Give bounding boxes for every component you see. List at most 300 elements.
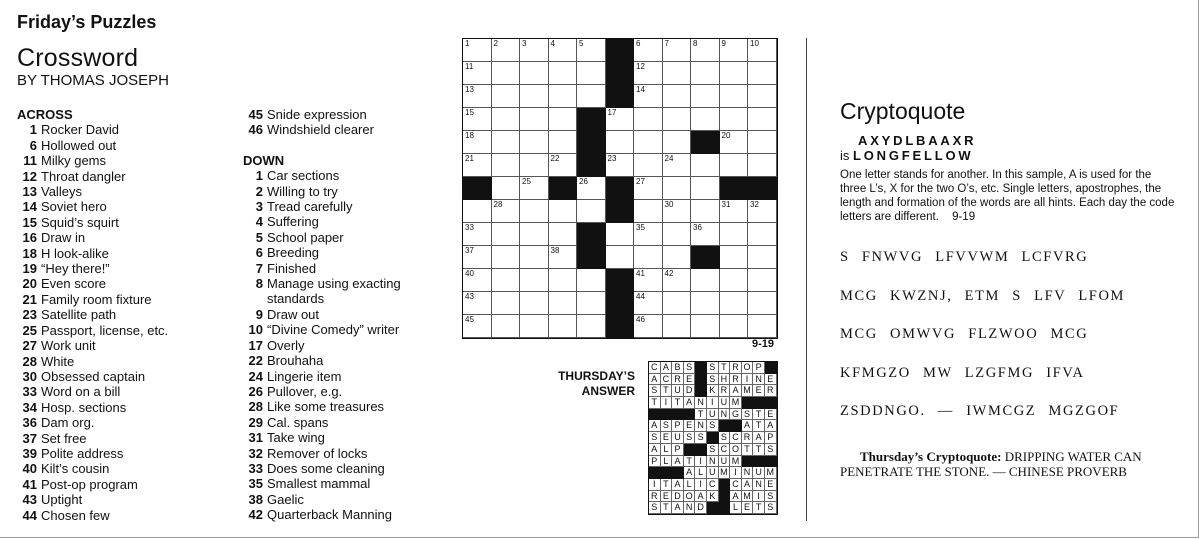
grid-cell[interactable] [606, 154, 635, 177]
clue-number: 6 [29, 137, 37, 153]
grid-cell[interactable] [577, 62, 606, 85]
answer-cell: C [730, 432, 742, 444]
down-clue [243, 476, 453, 491]
grid-cell[interactable] [691, 85, 720, 108]
grid-cell-number: 31 [721, 200, 731, 209]
answer-cell: M [730, 397, 742, 409]
grid-cell[interactable] [663, 177, 692, 200]
clue-text: Quarterback Manning [267, 507, 393, 523]
grid-cell-number: 46 [636, 315, 645, 324]
grid-cell[interactable] [463, 62, 492, 85]
grid-cell[interactable] [549, 269, 578, 292]
grid-cell[interactable] [549, 85, 578, 108]
grid-cell[interactable] [520, 154, 549, 177]
grid-cell[interactable] [549, 154, 578, 177]
answer-cell: G [730, 409, 742, 421]
grid-cell[interactable] [663, 85, 692, 108]
grid-cell-number: 8 [693, 39, 698, 48]
previous-answer-label-line1: THURSDAY’S [558, 369, 635, 383]
grid-cell[interactable] [663, 131, 692, 154]
grid-cell[interactable] [549, 246, 578, 269]
grid-cell[interactable] [748, 269, 777, 292]
grid-cell[interactable] [663, 108, 692, 131]
answer-cell: T [661, 385, 673, 397]
down-clue [243, 353, 453, 368]
across-clue [17, 261, 168, 276]
cryptoquote-sample-answer: LONGFELLOW [853, 148, 974, 163]
answer-cell: A [765, 420, 777, 432]
answer-block [695, 385, 707, 397]
answer-block [765, 456, 777, 468]
answer-cell: M [742, 385, 754, 397]
across-clue [243, 107, 453, 122]
grid-cell[interactable] [463, 200, 492, 223]
grid-cell[interactable] [663, 62, 692, 85]
grid-cell[interactable] [720, 246, 749, 269]
clue-text: Manage using exacting [267, 276, 401, 292]
crossword-grid[interactable] [462, 38, 778, 339]
answer-cell: I [753, 491, 765, 503]
grid-block [606, 39, 635, 62]
grid-cell[interactable] [520, 315, 549, 338]
across-clue [17, 338, 168, 353]
answer-cell: S [649, 502, 661, 514]
grid-cell[interactable] [520, 131, 549, 154]
grid-cell[interactable] [634, 269, 663, 292]
grid-cell[interactable] [520, 292, 549, 315]
across-clue [17, 122, 168, 137]
clue-text: Passport, license, etc. [41, 322, 169, 338]
grid-cell[interactable] [463, 292, 492, 315]
clue-number: 1 [29, 122, 37, 138]
answer-cell: T [753, 420, 765, 432]
answer-cell: M [742, 491, 754, 503]
grid-cell[interactable] [463, 39, 492, 62]
answer-cell: A [742, 420, 754, 432]
answer-cell: I [695, 456, 707, 468]
down-clue [243, 307, 453, 322]
clue-text: Snide expression [267, 107, 367, 122]
grid-cell[interactable] [549, 62, 578, 85]
grid-block [577, 108, 606, 131]
grid-cell[interactable] [549, 200, 578, 223]
page-title: Friday’s Puzzles [17, 12, 157, 32]
answer-cell: U [719, 397, 731, 409]
clue-number: 28 [22, 353, 37, 369]
clue-number: 40 [22, 461, 37, 477]
grid-cell[interactable] [520, 177, 549, 200]
grid-cell[interactable] [463, 85, 492, 108]
answer-block [765, 362, 777, 374]
answer-block [753, 456, 765, 468]
grid-cell[interactable] [520, 108, 549, 131]
answer-block [661, 467, 673, 479]
grid-cell[interactable] [634, 62, 663, 85]
answer-cell: L [684, 479, 696, 491]
grid-cell[interactable] [463, 154, 492, 177]
grid-cell-number: 38 [550, 246, 560, 255]
grid-cell-number: 18 [465, 131, 474, 140]
clue-text: Hollowed out [41, 137, 117, 153]
grid-cell-number: 42 [664, 269, 674, 278]
grid-cell[interactable] [634, 131, 663, 154]
grid-cell-number: 13 [465, 85, 474, 94]
grid-cell[interactable] [577, 200, 606, 223]
clue-number: 10 [248, 322, 263, 338]
grid-cell-number: 36 [693, 223, 702, 232]
grid-cell[interactable] [663, 269, 692, 292]
grid-cell[interactable] [663, 292, 692, 315]
grid-cell[interactable] [492, 246, 521, 269]
answer-cell: N [684, 502, 696, 514]
cryptoquote-line-5: ZSDDNGO. — IWMCGZ MGZGOF [840, 403, 1120, 419]
answer-cell: S [695, 432, 707, 444]
clue-text: H look-alike [41, 245, 109, 261]
clue-text: Even score [41, 276, 107, 292]
grid-block [720, 177, 749, 200]
clue-text: Overly [267, 337, 305, 353]
down-clue [243, 369, 453, 384]
grid-cell[interactable] [463, 246, 492, 269]
grid-cell[interactable] [691, 108, 720, 131]
clue-number: 32 [248, 445, 263, 461]
down-clue [243, 214, 453, 229]
answer-cell: T [661, 479, 673, 491]
answer-block [742, 456, 754, 468]
grid-cell[interactable] [748, 39, 777, 62]
clue-number: 12 [22, 168, 37, 184]
grid-cell[interactable] [720, 131, 749, 154]
answer-cell: E [753, 385, 765, 397]
clue-text: Suffering [267, 214, 319, 230]
grid-cell[interactable] [492, 62, 521, 85]
grid-cell[interactable] [720, 269, 749, 292]
clue-number: 29 [248, 414, 263, 430]
answer-cell: P [672, 420, 684, 432]
grid-cell[interactable] [520, 200, 549, 223]
down-clue [243, 415, 453, 430]
grid-cell[interactable] [634, 177, 663, 200]
grid-block [463, 177, 492, 200]
answer-block [672, 467, 684, 479]
grid-cell[interactable] [691, 269, 720, 292]
across-clue [17, 384, 168, 399]
grid-cell[interactable] [634, 223, 663, 246]
clue-text: Tread carefully [267, 199, 353, 215]
answer-cell: T [753, 444, 765, 456]
grid-cell[interactable] [663, 246, 692, 269]
clue-number: 24 [248, 368, 263, 384]
grid-cell[interactable] [492, 200, 521, 223]
grid-cell[interactable] [606, 131, 635, 154]
down-clue [243, 492, 453, 507]
grid-cell[interactable] [634, 154, 663, 177]
answer-cell: I [649, 479, 661, 491]
answer-block [753, 397, 765, 409]
clue-number: 46 [248, 122, 263, 138]
grid-cell[interactable] [463, 108, 492, 131]
clue-text: Windshield clearer [267, 122, 374, 138]
grid-block [606, 315, 635, 338]
grid-cell[interactable] [549, 292, 578, 315]
grid-cell[interactable] [577, 85, 606, 108]
down-clue [243, 261, 453, 276]
grid-cell[interactable] [748, 85, 777, 108]
grid-cell[interactable] [492, 108, 521, 131]
clue-text: Milky gems [41, 153, 107, 169]
grid-cell[interactable] [691, 292, 720, 315]
answer-cell: R [730, 374, 742, 386]
clue-number: 44 [22, 507, 37, 523]
grid-cell[interactable] [663, 200, 692, 223]
grid-cell-number: 26 [579, 177, 588, 186]
answer-cell: A [742, 479, 754, 491]
clue-text: Obsessed captain [41, 368, 146, 384]
grid-cell[interactable] [720, 108, 749, 131]
answer-cell: S [765, 502, 777, 514]
answer-cell: T [753, 409, 765, 421]
previous-cryptoquote-label: Thursday’s Cryptoquote: [860, 449, 1002, 464]
grid-cell[interactable] [691, 200, 720, 223]
clue-text: Rocker David [41, 122, 120, 138]
clue-text: Squid’s squirt [41, 214, 119, 230]
grid-cell[interactable] [549, 39, 578, 62]
grid-cell[interactable] [691, 154, 720, 177]
across-clue [17, 169, 168, 184]
grid-cell[interactable] [720, 292, 749, 315]
clue-number: 42 [248, 507, 263, 523]
grid-cell[interactable] [691, 177, 720, 200]
grid-cell[interactable] [492, 39, 521, 62]
grid-cell[interactable] [748, 200, 777, 223]
clue-number: 23 [22, 307, 37, 323]
grid-cell[interactable] [520, 85, 549, 108]
answer-cell: T [695, 409, 707, 421]
across-clue [17, 199, 168, 214]
grid-cell-number: 17 [607, 108, 617, 117]
grid-cell-number: 27 [636, 177, 645, 186]
grid-cell[interactable] [492, 292, 521, 315]
grid-cell[interactable] [577, 269, 606, 292]
grid-cell[interactable] [463, 269, 492, 292]
answer-block [730, 420, 742, 432]
answer-block [719, 491, 731, 503]
grid-cell[interactable] [492, 85, 521, 108]
grid-cell[interactable] [720, 62, 749, 85]
grid-cell[interactable] [577, 177, 606, 200]
grid-cell[interactable] [520, 246, 549, 269]
answer-block [719, 420, 731, 432]
answer-cell: D [695, 502, 707, 514]
grid-cell[interactable] [634, 108, 663, 131]
grid-cell[interactable] [463, 223, 492, 246]
clue-number: 37 [22, 430, 37, 446]
clue-number: 25 [22, 322, 37, 338]
down-clues-column [243, 107, 453, 523]
grid-cell[interactable] [492, 131, 521, 154]
grid-cell[interactable] [492, 177, 521, 200]
grid-cell[interactable] [748, 315, 777, 338]
grid-cell[interactable] [748, 246, 777, 269]
answer-cell: P [649, 456, 661, 468]
answer-block [661, 409, 673, 421]
answer-cell: L [661, 456, 673, 468]
answer-cell: S [765, 491, 777, 503]
answer-cell: A [695, 491, 707, 503]
grid-cell[interactable] [720, 39, 749, 62]
answer-block [695, 444, 707, 456]
answer-cell: D [684, 385, 696, 397]
grid-cell-number: 28 [493, 200, 503, 209]
grid-cell[interactable] [663, 315, 692, 338]
grid-cell[interactable] [634, 246, 663, 269]
grid-cell[interactable] [492, 223, 521, 246]
grid-cell[interactable] [492, 154, 521, 177]
answer-cell: A [684, 397, 696, 409]
clue-number: 11 [23, 153, 37, 169]
clue-text: Draw in [41, 230, 86, 246]
answer-cell: P [765, 432, 777, 444]
grid-block [606, 292, 635, 315]
grid-cell[interactable] [606, 246, 635, 269]
grid-cell[interactable] [520, 269, 549, 292]
answer-block [684, 444, 696, 456]
across-clue [17, 230, 168, 245]
answer-cell: C [730, 479, 742, 491]
grid-cell[interactable] [606, 223, 635, 246]
grid-cell[interactable] [748, 223, 777, 246]
grid-cell[interactable] [520, 223, 549, 246]
clue-number: 41 [22, 476, 37, 492]
clue-number: 13 [22, 184, 37, 200]
grid-cell[interactable] [748, 154, 777, 177]
grid-cell[interactable] [492, 269, 521, 292]
grid-cell[interactable] [520, 62, 549, 85]
across-clue [17, 153, 168, 168]
clue-number: 34 [22, 399, 37, 415]
clue-number: 45 [248, 107, 263, 122]
clue-text: Draw out [267, 306, 320, 322]
grid-cell[interactable] [663, 39, 692, 62]
previous-cryptoquote [840, 449, 1185, 479]
grid-cell-number: 14 [636, 85, 645, 94]
grid-cell[interactable] [634, 85, 663, 108]
down-clue [243, 276, 453, 307]
grid-cell[interactable] [520, 39, 549, 62]
grid-cell[interactable] [720, 223, 749, 246]
grid-cell[interactable] [549, 315, 578, 338]
grid-cell[interactable] [691, 62, 720, 85]
grid-cell[interactable] [720, 85, 749, 108]
answer-cell: I [742, 374, 754, 386]
answer-cell: R [719, 385, 731, 397]
clue-text: Chosen few [41, 507, 110, 523]
grid-cell[interactable] [606, 108, 635, 131]
clue-text: Remover of locks [267, 445, 368, 461]
across-clue [17, 276, 168, 291]
clue-number: 17 [248, 337, 263, 353]
answer-block [649, 409, 661, 421]
grid-cell[interactable] [577, 292, 606, 315]
clue-number: 33 [248, 460, 263, 476]
grid-cell[interactable] [691, 39, 720, 62]
clue-text: Take wing [267, 430, 325, 446]
answer-cell: R [742, 432, 754, 444]
grid-block [606, 85, 635, 108]
grid-cell[interactable] [691, 315, 720, 338]
clue-number: 36 [22, 415, 37, 431]
answer-cell: S [649, 385, 661, 397]
cryptoquote-explanation-text: One letter stands for another. In this sample, A is used for the three L’s, X for the two O’s, etc. Single letters, apostrophes, the length and formation of the words are all hints. Each day the code letters are different. [840, 169, 1175, 223]
across-clue [17, 215, 168, 230]
grid-cell-number: 10 [750, 39, 759, 48]
grid-cell[interactable] [748, 292, 777, 315]
clue-number: 21 [22, 291, 37, 307]
grid-cell-number: 20 [721, 131, 731, 140]
grid-cell[interactable] [634, 39, 663, 62]
grid-cell[interactable] [549, 223, 578, 246]
answer-cell: E [684, 420, 696, 432]
crossword-date: 9-19 [752, 338, 775, 350]
grid-cell[interactable] [463, 131, 492, 154]
answer-cell: L [661, 444, 673, 456]
clue-number: 22 [248, 353, 263, 369]
grid-block [577, 223, 606, 246]
grid-cell[interactable] [720, 154, 749, 177]
grid-cell[interactable] [663, 223, 692, 246]
answer-block [742, 397, 754, 409]
grid-cell[interactable] [549, 108, 578, 131]
answer-cell: S [742, 409, 754, 421]
grid-cell[interactable] [748, 108, 777, 131]
grid-cell[interactable] [720, 315, 749, 338]
grid-cell[interactable] [549, 131, 578, 154]
grid-cell[interactable] [492, 315, 521, 338]
answer-cell: S [649, 432, 661, 444]
answer-block [707, 502, 719, 514]
cryptoquote-line-3: MCG OMWVG FLZWOO MCG [840, 326, 1089, 342]
answer-cell: A [649, 444, 661, 456]
answer-cell: C [719, 444, 731, 456]
answer-cell: C [649, 362, 661, 374]
grid-cell[interactable] [634, 315, 663, 338]
grid-cell[interactable] [577, 315, 606, 338]
answer-cell: U [707, 409, 719, 421]
grid-block [606, 177, 635, 200]
grid-cell[interactable] [634, 200, 663, 223]
grid-cell[interactable] [748, 62, 777, 85]
grid-cell[interactable] [720, 200, 749, 223]
answer-block [695, 374, 707, 386]
answer-cell: A [684, 467, 696, 479]
grid-cell-number: 24 [664, 154, 674, 163]
clue-number: 38 [248, 491, 263, 507]
grid-cell[interactable] [748, 131, 777, 154]
grid-block [577, 246, 606, 269]
clue-text: Pullover, e.g. [267, 383, 343, 399]
clue-text: Does some cleaning [267, 460, 385, 476]
across-heading: ACROSS [17, 107, 73, 122]
grid-cell[interactable] [463, 315, 492, 338]
grid-cell[interactable] [663, 154, 692, 177]
down-clue [243, 399, 453, 414]
answer-cell: S [719, 432, 731, 444]
grid-cell[interactable] [634, 292, 663, 315]
grid-cell[interactable] [691, 223, 720, 246]
cryptoquote-sample-answer-line [840, 148, 973, 163]
grid-cell[interactable] [577, 39, 606, 62]
answer-cell: P [753, 362, 765, 374]
